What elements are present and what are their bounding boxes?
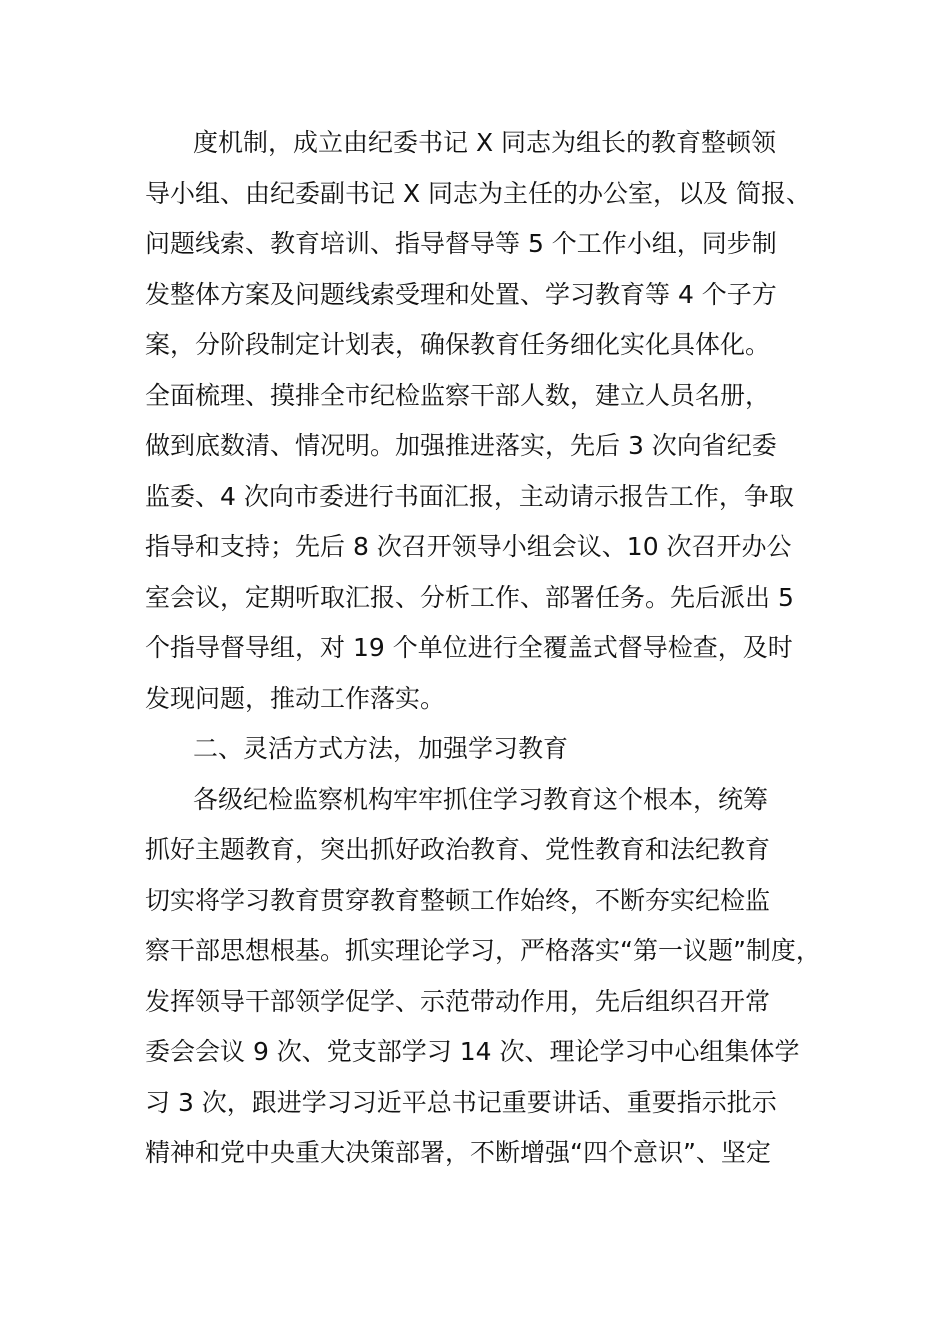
text-line: 发整体方案及问题线索受理和处置、学习教育等 4 个子方 <box>145 279 777 309</box>
text-line: 指导和支持；先后 8 次召开领导小组会议、10 次召开办公 <box>145 532 792 561</box>
text-line: 度机制，成立由纪委书记 X 同志为组长的教育整顿领 <box>193 128 777 157</box>
text-line: 精神和党中央重大决策部署，不断增强“四个意识”、坚定 <box>145 1138 771 1167</box>
text-line: 监委、4 次向市委进行书面汇报，主动请示报告工作，争取 <box>145 481 794 511</box>
section-heading: 二、灵活方式方法，加强学习教育 <box>193 734 569 763</box>
text-line: 问题线索、教育培训、指导督导等 5 个工作小组，同步制 <box>145 229 777 258</box>
text-line: 察干部思想根基。抓实理论学习，严格落实“第一议题”制度， <box>145 936 821 965</box>
text-line: 委会会议 9 次、党支部学习 14 次、理论学习中心组集体学 <box>145 1037 800 1066</box>
document-page <box>145 118 845 1179</box>
text-line: 做到底数清、情况明。加强推进落实，先后 3 次向省纪委 <box>145 431 777 460</box>
text-line: 发现问题，推动工作落实。 <box>145 683 446 713</box>
text-line: 发挥领导干部领学促学、示范带动作用，先后组织召开常 <box>145 986 771 1016</box>
text-line: 全面梳理、摸排全市纪检监察干部人数，建立人员名册， <box>145 380 771 410</box>
text-line: 切实将学习教育贯穿教育整顿工作始终，不断夯实纪检监 <box>145 885 771 915</box>
text-line: 导小组、由纪委副书记 X 同志为主任的办公室，以及 简报、 <box>145 178 811 208</box>
text-line: 案，分阶段制定计划表，确保教育任务细化实化具体化。 <box>145 330 771 359</box>
text-line: 个指导督导组，对 19 个单位进行全覆盖式督导检查，及时 <box>145 633 793 662</box>
text-line: 室会议，定期听取汇报、分析工作、部署任务。先后派出 5 <box>145 582 794 612</box>
text-line: 各级纪检监察机构牢牢抓住学习教育这个根本，统筹 <box>193 784 769 814</box>
text-line: 抓好主题教育，突出抓好政治教育、党性教育和法纪教育 <box>145 835 771 864</box>
text-line: 习 3 次，跟进学习习近平总书记重要讲话、重要指示批示 <box>145 1087 777 1117</box>
